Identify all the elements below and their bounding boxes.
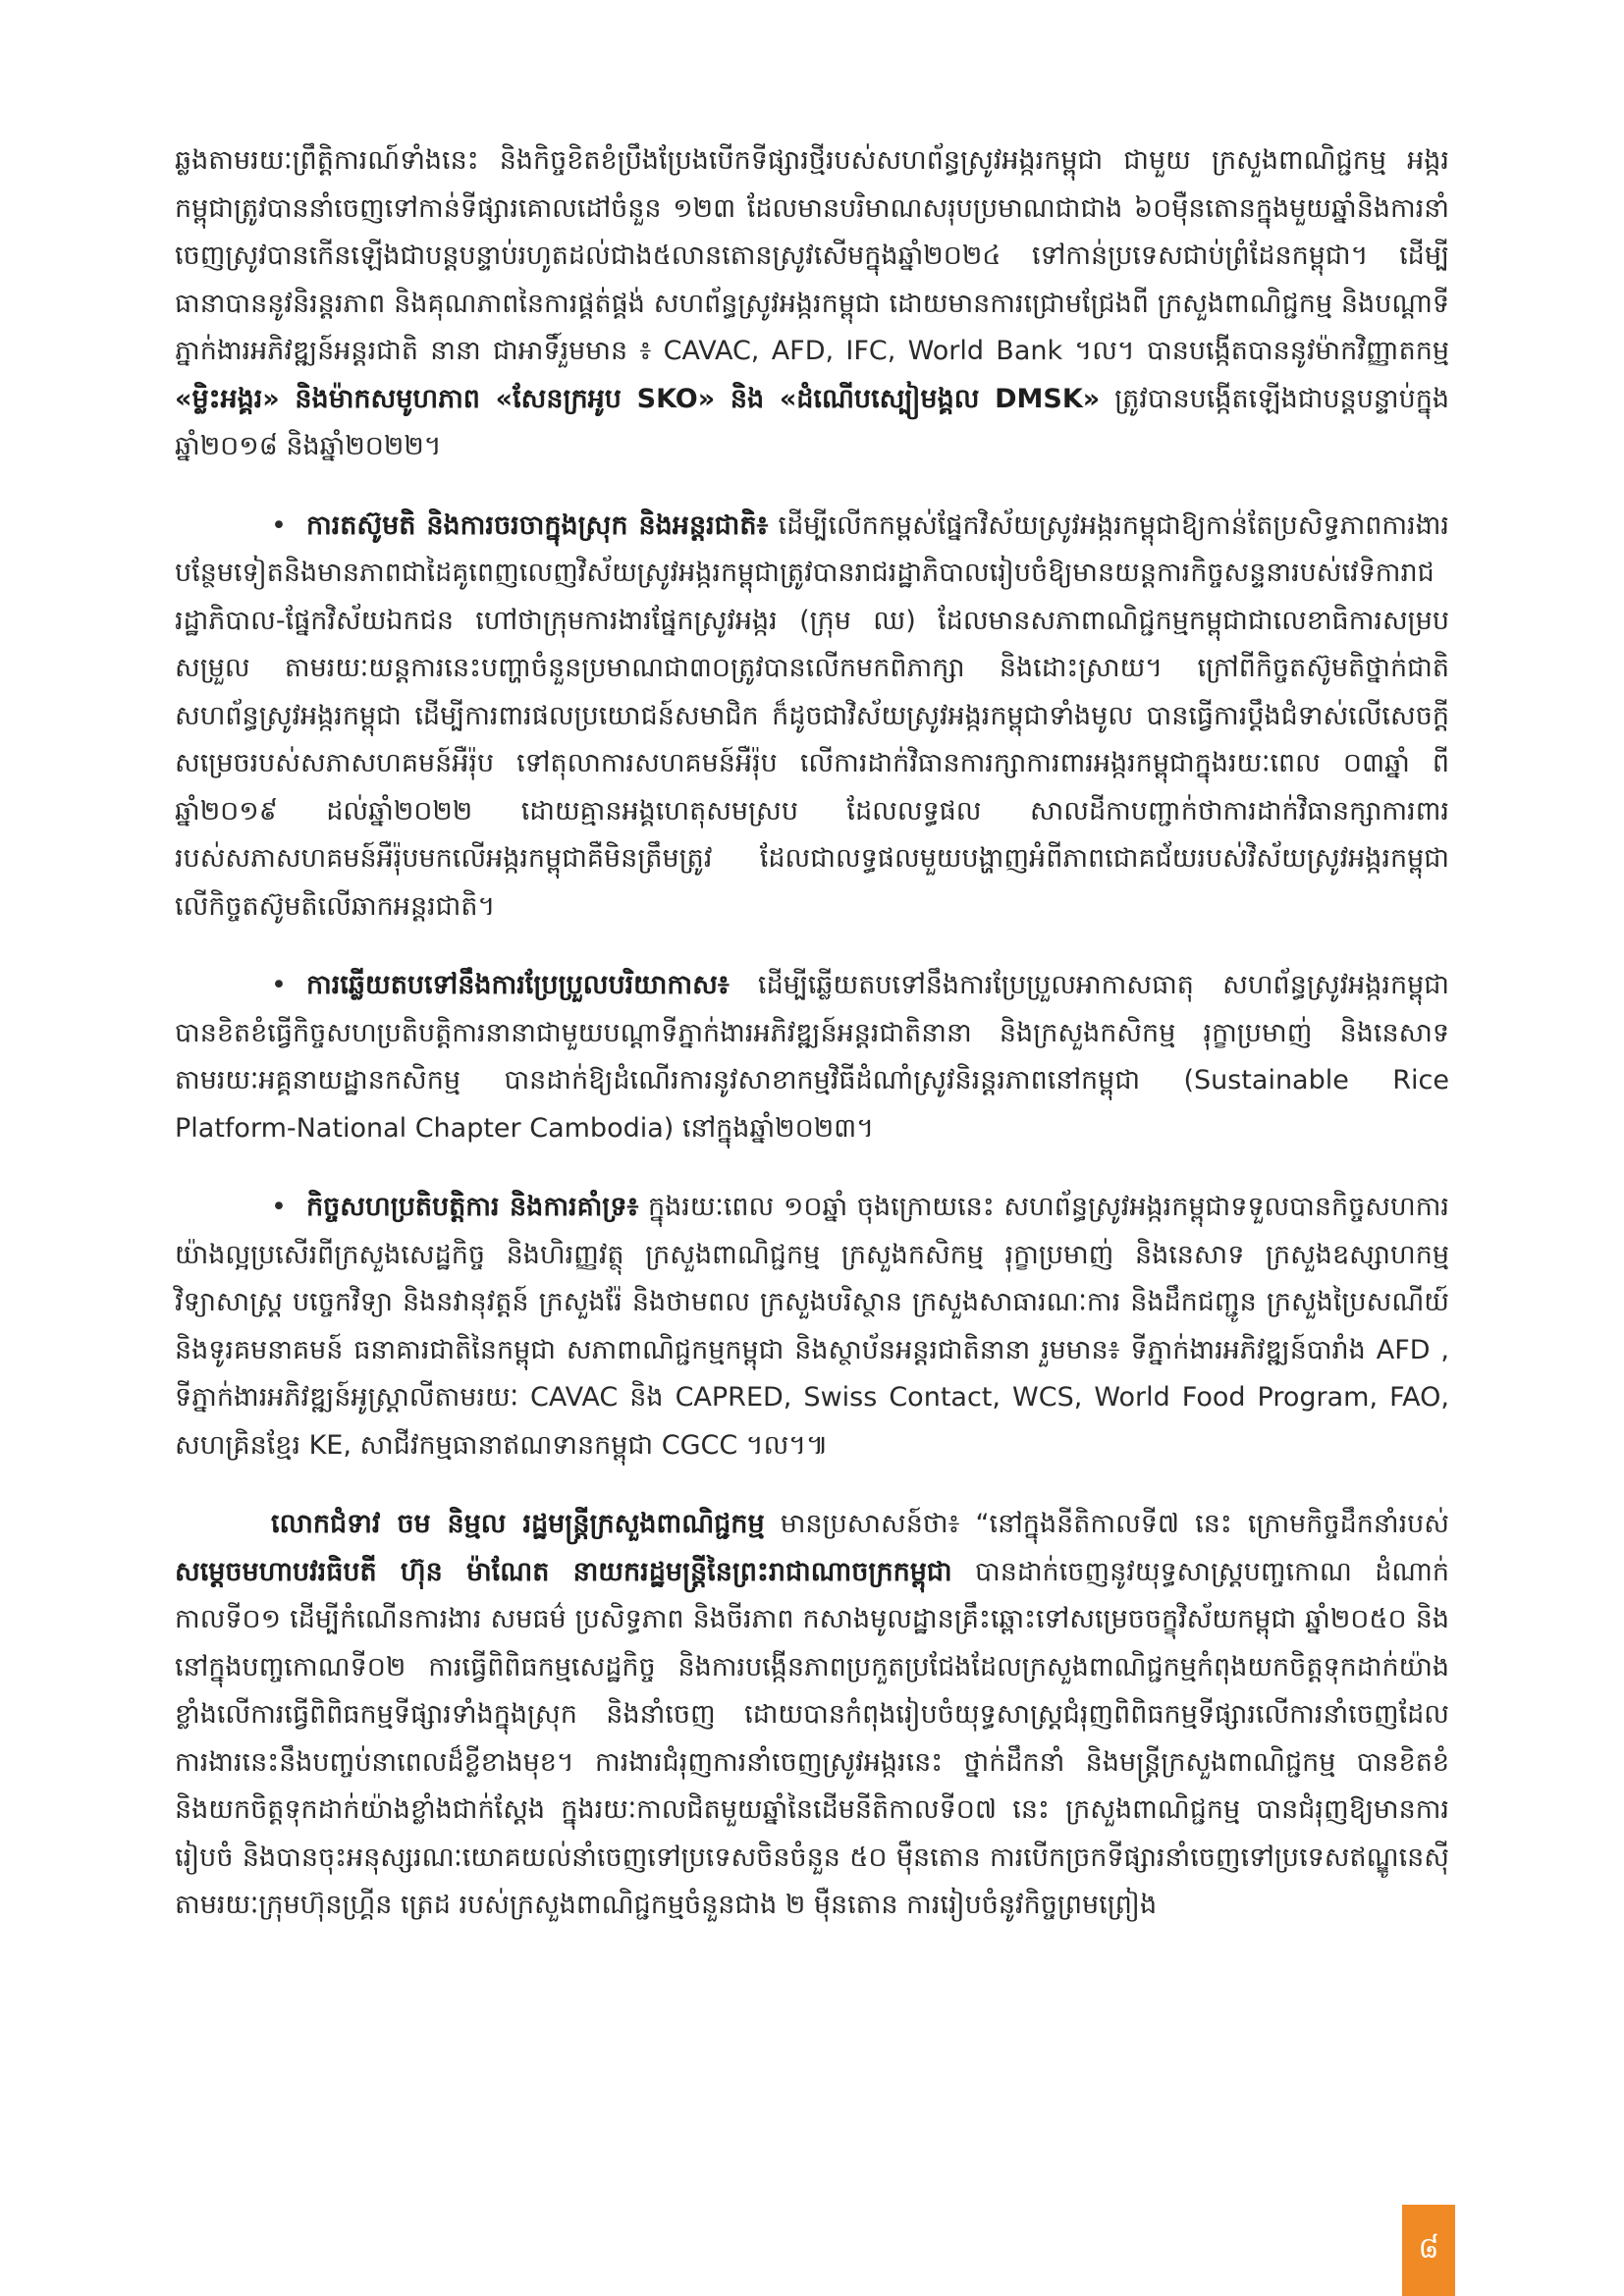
bullet-marker: • (271, 1192, 287, 1222)
intro-text: ឆ្លងតាមរយៈព្រឹត្តិការណ៍ទាំងនេះ និងកិច្ចខិតខំប្រឹងប្រែងបើកទីផ្សារថ្មីរបស់សហព័ន្ធស្រូវអង្ករកម្ពុជា ជាមួយ ក្រសួងពាណិជ្ជកម្ម អង្ករកម្ពុជាត្រូវបាននាំចេញទៅកាន់ទីផ្សារគោលដៅចំនួន ១២៣ ដែលមានបរិមាណសរុបប្រមាណជាជាង ៦០ម៉ឺនតោនក្នុងមួយឆ្នាំនិងការនាំចេញស្រូវបានកើនឡើងជាបន្តបន្ទាប់រហូតដល់ជាង៥លានតោនស្រូវសើមក្នុងឆ្នាំ២០២៤ ទៅកាន់ប្រទេសជាប់ព្រំដែនកម្ពុជា។ ដើម្បីធានាបាននូវនិរន្តរភាព និងគុណភាពនៃការផ្គត់ផ្គង់ សហព័ន្ធស្រូវអង្ករកម្ពុជា ដោយមានការជ្រោមជ្រែងពី ក្រសួងពាណិជ្ជកម្ម និងបណ្ដាទីភ្នាក់ងារអភិវឌ្ឍន៍អន្តរជាតិ នានា ជាអាទិ៍រួមមាន ៖ CAVAC, AFD, IFC, World Bank ។ល។ បានបង្កើតបាននូវម៉ាកវិញ្ញាតកម្ម (175, 145, 1449, 366)
paragraph-minister-quote (175, 1501, 1449, 1930)
climate-body: ដើម្បីឆ្លើយតបទៅនឹងការប្រែប្រួលអាកាសធាតុ សហព័ន្ធស្រូវអង្ករកម្ពុជាបានខិតខំធ្វើកិច្ចសហប្រតិបត្តិការនានាជាមួយបណ្ដាទីភ្នាក់ងារអភិវឌ្ឍន៍អន្តរជាតិនានា និងក្រសួងកសិកម្ម រុក្ខាប្រមាញ់ និងនេសាទ តាមរយៈអគ្គនាយដ្ឋានកសិកម្ម បានដាក់ឱ្យដំណើរការនូវសាខាកម្មវិធីដំណាំស្រូវនិរន្តរភាពនៅកម្ពុជា (Sustainable Rice Platform-National Chapter Cambodia) នៅក្នុងឆ្នាំ២០២៣។ (175, 970, 1449, 1144)
intro-text-end: ត្រូវបានបង្កើតឡើងជាបន្តបន្ទាប់ក្នុងឆ្នាំ២០១៨ និងឆ្នាំ២០២២។ (175, 383, 1449, 461)
paragraph-cooperation (175, 1184, 1449, 1469)
paragraph-climate (175, 962, 1449, 1152)
page-body (175, 137, 1449, 1930)
cooperation-body: ក្នុងរយៈពេល ១០ឆ្នាំ ចុងក្រោយនេះ សហព័ន្ធស្រូវអង្ករកម្ពុជាទទួលបានកិច្ចសហការយ៉ាងល្អប្រសើរពីក្រសួងសេដ្ឋកិច្ច និងហិរញ្ញវត្ថុ ក្រសួងពាណិជ្ជកម្ម ក្រសួងកសិកម្ម រុក្ខាប្រមាញ់ និងនេសាទ ក្រសួងឧស្សាហកម្ម វិទ្យាសាស្ត្រ បច្ចេកវិទ្យា និងនវានុវត្តន៍ ក្រសួងរ៉ែ និងថាមពល ក្រសួងបរិស្ថាន ក្រសួងសាធារណៈការ និងដឹកជញ្ជូន ក្រសួងប្រៃសណីយ៍ និងទូរគមនាគមន៍ ធនាគារជាតិនៃកម្ពុជា សភាពាណិជ្ជកម្មកម្ពុជា និងស្ថាប័នអន្តរជាតិនានា រួមមាន៖ ទីភ្នាក់ងារអភិវឌ្ឍន៍បារាំង AFD , ទីភ្នាក់ងារអភិវឌ្ឍន៍អូស្ត្រាលីតាមរយៈ CAVAC និង CAPRED, Swiss Contact, WCS, World Food Program, FAO, សហគ្រិនខ្មែរ KE, សាជីវកម្មធានាឥណទានកម្ពុជា CGCC ។ល។៕ (175, 1192, 1449, 1461)
climate-heading: ការឆ្លើយតបទៅនឹងការប្រែប្រួលបរិយាកាស៖ (306, 970, 730, 1000)
paragraph-intro (175, 137, 1449, 471)
minister-name: លោកជំទាវ ចម និម្មល រដ្ឋមន្ត្រីក្រសួងពាណិជ្ជកម្ម (271, 1509, 765, 1539)
advocacy-body: ដើម្បីលើកកម្ពស់ផ្នែកវិស័យស្រូវអង្ករកម្ពុជាឱ្យកាន់តែប្រសិទ្ធភាពការងារបន្ថែមទៀតនិងមានភាពជាដៃគូពេញលេញវិស័យស្រូវអង្ករកម្ពុជាត្រូវបានរាជរដ្ឋាភិបាលរៀបចំឱ្យមានយន្តការកិច្ចសន្ទនារបស់វេទិការាជរដ្ឋាភិបាល-ផ្នែកវិស័យឯកជន ហៅថាក្រុមការងារផ្នែកស្រូវអង្ករ (ក្រុម ឈ) ដែលមានសភាពាណិជ្ជកម្មកម្ពុជាជាលេខាធិការសម្របសម្រួល តាមរយៈយន្តការនេះបញ្ហាចំនួនប្រមាណជា៣០ត្រូវបានលើកមកពិភាក្សា និងដោះស្រាយ។ ក្រៅពីកិច្ចតស៊ូមតិថ្នាក់ជាតិ សហព័ន្ធស្រូវអង្ករកម្ពុជា ដើម្បីការពារផលប្រយោជន៍សមាជិក ក៏ដូចជាវិស័យស្រូវអង្ករកម្ពុជាទាំងមូល បានធ្វើការប្ដឹងជំទាស់លើសេចក្ដីសម្រេចរបស់សភាសហគមន៍អឺរ៉ុប ទៅតុលាការសហគមន៍អឺរ៉ុប លើការដាក់វិធានការក្សាការពារអង្ករកម្ពុជាក្នុងរយៈពេល ០៣ឆ្នាំ ពីឆ្នាំ២០១៩ ដល់ឆ្នាំ២០២២ ដោយគ្មានអង្គហេតុសមស្រប ដែលលទ្ធផល សាលដីកាបញ្ជាក់ថាការដាក់វិធានក្សាការពាររបស់សភាសហគមន៍អឺរ៉ុបមកលើអង្ករកម្ពុជាគឺមិនត្រឹមត្រូវ ដែលជាលទ្ធផលមួយបង្ហាញអំពីភាពជោគជ័យរបស់វិស័យស្រូវអង្ករកម្ពុជាលើកិច្ចតស៊ូមតិលើឆាកអន្តរជាតិ។ (175, 509, 1449, 922)
advocacy-heading: ការតស៊ូមតិ និងការចរចាក្នុងស្រុក និងអន្តរជាតិ៖ (306, 509, 769, 541)
quote-body: បានដាក់ចេញនូវយុទ្ធសាស្ត្របញ្ចកោណ ដំណាក់កាលទី០១ ដើម្បីកំណើនការងារ សមធម៌ ប្រសិទ្ធភាព និងចីរភាព កសាងមូលដ្ឋានគ្រឹះឆ្ពោះទៅសម្រេចចក្ខុវិស័យកម្ពុជា ឆ្នាំ២០៥០ និងនៅក្នុងបញ្ចកោណទី០២ ការធ្វើពិពិធកម្មសេដ្ឋកិច្ច និងការបង្កើនភាពប្រកួតប្រជែងដែលក្រសួងពាណិជ្ជកម្មកំពុងយកចិត្តទុកដាក់យ៉ាងខ្លាំងលើការធ្វើពិពិធកម្មទីផ្សារទាំងក្នុងស្រុក និងនាំចេញ ដោយបានកំពុងរៀបចំយុទ្ធសាស្ត្រជំរុញពិពិធកម្មទីផ្សារលើការនាំចេញដែលការងារនេះនឹងបញ្ចប់នាពេលដ៏ខ្លីខាងមុខ។ ការងារជំរុញការនាំចេញស្រូវអង្ករនេះ ថ្នាក់ដឹកនាំ និងមន្ត្រីក្រសួងពាណិជ្ជកម្ម បានខិតខំ និងយកចិត្តទុកដាក់យ៉ាងខ្លាំងជាក់ស្ដែង ក្នុងរយៈកាលជិតមួយឆ្នាំនៃដើមនីតិកាលទី០៧ នេះ ក្រសួងពាណិជ្ជកម្ម បានជំរុញឱ្យមានការរៀបចំ និងបានចុះអនុស្សរណៈយោគយល់នាំចេញទៅប្រទេសចិនចំនួន ៥០ ម៉ឺនតោន ការបើកច្រកទីផ្សារនាំចេញទៅប្រទេសឥណ្ឌូនេស៊ីតាមរយៈក្រុមហ៊ុនហ្គ្រីន ត្រេដ របស់ក្រសួងពាណិជ្ជកម្មចំនួនជាង ២ ម៉ឺនតោន ការរៀបចំនូវកិច្ចព្រមព្រៀង (175, 1556, 1449, 1920)
bullet-marker: • (271, 509, 287, 541)
cooperation-heading: កិច្ចសហប្រតិបត្តិការ និងការគាំទ្រ៖ (306, 1192, 639, 1222)
brand-names: «ម្លិះអង្គរ» និងម៉ាកសមូហភាព «សែនក្រអូប SKO» និង «ដំណើបស្បៀមង្គល DMSK» (175, 383, 1101, 414)
paragraph-advocacy (175, 503, 1449, 932)
quote-opening: មានប្រសាសន៍ថា៖ “នៅក្នុងនីតិកាលទី៧ នេះ ក្រោមកិច្ចដឹកនាំរបស់ (764, 1509, 1449, 1539)
bullet-marker: • (271, 970, 287, 1000)
page-number-badge (1402, 2205, 1455, 2296)
prime-minister-title: សម្ដេចមហាបវរធិបតី ហ៊ុន ម៉ាណែត នាយករដ្ឋមន្ត្រីនៃព្រះរាជាណាចក្រកម្ពុជា (175, 1556, 952, 1587)
page-number: ៨ (1418, 2230, 1439, 2266)
